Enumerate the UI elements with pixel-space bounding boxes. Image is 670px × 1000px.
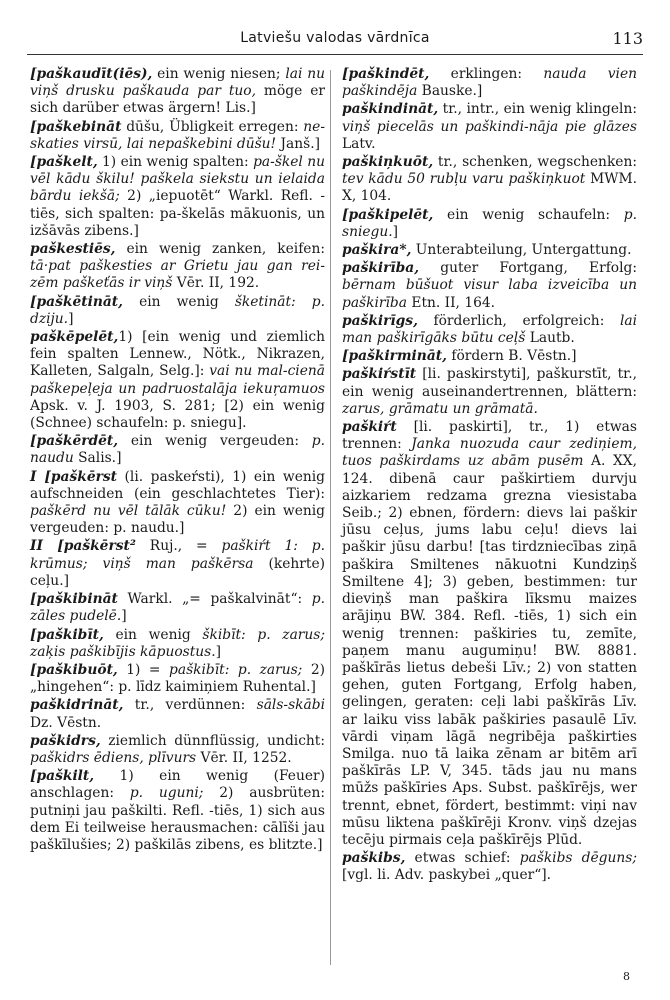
entry-example: sāls-skābi bbox=[256, 697, 325, 714]
dictionary-entry bbox=[342, 66, 637, 100]
entry-headword: paškibs, bbox=[342, 850, 406, 867]
entry-gloss: ein wenig bbox=[122, 293, 235, 310]
entry-source: Latv. bbox=[342, 135, 376, 152]
entry-gloss: 1) [ein wenig und ziemlich fein spalten Lennew., Nötk., Nikrazen, Kalleten, Salgaln, Selg.]: bbox=[30, 329, 325, 380]
signature-mark: 8 bbox=[623, 970, 630, 983]
dictionary-entry bbox=[30, 662, 325, 696]
entry-headword: paškindināt, bbox=[342, 101, 439, 118]
dictionary-entry bbox=[30, 294, 325, 328]
entry-gloss: etwas schief: bbox=[405, 850, 520, 867]
entry-gloss: ein wenig niesen; bbox=[152, 66, 286, 82]
dictionary-entry bbox=[30, 241, 325, 293]
dictionary-entry bbox=[342, 366, 637, 418]
dictionary-entry bbox=[342, 154, 637, 206]
entry-example: lai man paškirīgāks būtu ceļš bbox=[342, 312, 637, 347]
entry-headword: [paškibināt bbox=[30, 591, 118, 608]
column-divider bbox=[330, 70, 331, 965]
entry-gloss: 1) = bbox=[117, 661, 170, 678]
entry-source: 2) ein wenig vergeuden: p. naudu.] bbox=[30, 503, 325, 537]
entry-headword: [paškelt, bbox=[30, 154, 98, 171]
entry-gloss: förderlich, erfolgreich: bbox=[417, 312, 620, 329]
entry-example: paškidrs ēdiens, plīvurs bbox=[30, 749, 197, 766]
entry-headword: [paškindēt, bbox=[342, 66, 430, 82]
entry-headword: paškirība, bbox=[342, 260, 420, 277]
entry-gloss: Unterabteilung, Untergattung. bbox=[411, 242, 632, 259]
entry-headword: [paškebināt bbox=[30, 118, 122, 135]
entry-gloss: tr., schenken, wegschenken: bbox=[433, 154, 637, 171]
dictionary-entry bbox=[30, 66, 325, 118]
entry-headword: [paškibīt, bbox=[30, 626, 104, 643]
entry-headword: [paškētināt, bbox=[30, 293, 123, 310]
entry-gloss: Ruj., = bbox=[135, 538, 222, 555]
entry-example: paškiŕt 1: p. krūmus; viņš man paškērsa bbox=[30, 538, 325, 572]
entry-headword: paškidrs, bbox=[30, 732, 101, 749]
right-column bbox=[342, 66, 637, 886]
entry-headword: paškēpelēt, bbox=[30, 329, 119, 346]
entry-gloss: 1) ein wenig spalten: bbox=[97, 154, 254, 171]
entry-example: vai nu mal-cienā paškepeļeja un padruostalāja iekuŗamuos bbox=[30, 363, 325, 397]
entry-gloss: ziemlich dünnflüssig, undicht: bbox=[100, 732, 325, 749]
entry-example: šketināt: p. dziju. bbox=[30, 293, 325, 327]
entry-source: möge er sich darüber etwas ärgern! Lis.] bbox=[30, 83, 325, 117]
entry-example: p. sniegu. bbox=[342, 206, 637, 240]
entry-gloss: ein wenig vergeuden: bbox=[118, 433, 312, 450]
entry-headword: paškiņkuōt, bbox=[342, 154, 434, 171]
dictionary-entry bbox=[30, 733, 325, 767]
entry-headword: paškiŕt bbox=[342, 419, 397, 436]
entry-source: 2) „hingehen“: p. līdz kaimiņiem Ruhental.] bbox=[30, 661, 325, 696]
entry-headword: [paškibuōt, bbox=[30, 661, 118, 678]
dictionary-entry bbox=[342, 260, 637, 312]
entry-headword: paškirīgs, bbox=[342, 312, 418, 329]
entry-source: MWM. X, 104. bbox=[342, 171, 637, 205]
entry-headword: [paškaudīt(iēs), bbox=[30, 66, 153, 82]
entry-gloss: fördern B. Vēstn.] bbox=[446, 348, 577, 365]
entry-gloss: [li. paskirstyti], paškurstīt, tr., ein wenig auseinandertrennen, blättern: bbox=[342, 366, 637, 400]
left-column bbox=[30, 66, 325, 855]
entry-headword: paškira*, bbox=[342, 242, 412, 259]
entry-example: tev kādu 50 rubļu varu paškiņkuot bbox=[342, 171, 586, 188]
entry-headword: [paškipelēt, bbox=[342, 206, 434, 223]
dictionary-entry bbox=[30, 768, 325, 854]
dictionary-entry bbox=[30, 591, 325, 625]
entry-source: ] bbox=[121, 608, 127, 625]
entry-example: paškērd nu vēl tālāk cūku! bbox=[30, 503, 227, 520]
entry-source: ] bbox=[392, 223, 399, 240]
entry-headword: [paškērdēt, bbox=[30, 433, 119, 450]
entry-example: zarus, grāmatu un grāmatā. bbox=[342, 400, 538, 417]
entry-example: bērnam būšuot visur laba izveicība un paškirība bbox=[342, 277, 637, 311]
dictionary-entry bbox=[30, 627, 325, 661]
entry-source: Lautb. bbox=[525, 330, 575, 347]
entry-gloss: dūšu, Übligkeit erregen: bbox=[121, 118, 304, 135]
entry-example: tā·pat paškesties ar Grietu jau gan rei-zēm paškeťās ir viņš bbox=[30, 258, 325, 292]
entry-gloss: ein wenig zanken, keifen: bbox=[115, 241, 325, 258]
entry-gloss: Warkl. „= paškalvināt“: bbox=[117, 591, 312, 608]
entry-source: ] bbox=[68, 310, 74, 327]
entry-example: p. zāles pudelē. bbox=[30, 591, 325, 625]
dictionary-entry bbox=[30, 329, 325, 432]
entry-source: Apsk. v. J. 1903, S. 281; [2) ein wenig (Schnee) schaufeln: p. sniegu]. bbox=[30, 397, 325, 432]
dictionary-entry bbox=[30, 697, 325, 731]
entry-source: 2) „iepuotēt“ Warkl. Refl. -tiēs, sich spalten: pa-škelās mākuonis, un izšāvās zibens.] bbox=[30, 188, 325, 239]
entry-source: Etn. II, 164. bbox=[406, 294, 496, 311]
entry-source: A. XX, 124. dibenā caur paškirtiem durvju aizkariem redzama grezna viesistaba Seib.; 2) ebnen, fördern: dievs lai paškir jūsu ceļus, jums labu ceļu! dievs lai paškir jūsu darbu! [tas tirdzniecības ziņā paškira Smiltenes nākuotni Kundziņš Smiltene 4]; 3) geben, bestimmen: tur dieviņš man paškira līksmu maizes arājiņu BW. 384. Refl. -tiēs, 1) sich ein wenig trennen: paškiries tu, zemīte, paņem manu augumiņu! BW. 8881. paškīrās lietus debeši Līv.; 2) von statten gehen, guten Fortgang, Erfolg haben, gelingen, geraten: ceļi labi paškīrās Līv. ar laiku viss labāk paškiries pasaulē Līv. vārdi viņam lāgā negribēja paškirties Smilga. nuo tā laika zēnam ar bitēm arī paškīrās LP. V, 345. tāds jau nu mans mūžs paškīries Aps. Subst. paškīrējs, wer trennt, ebnet, fördert, bestimmt: viņi nav mūsu liktena paškīrēji Kronv. viņš dzejas tecēju pirmais ceļa paškīrējs Plūd. bbox=[342, 453, 637, 848]
entry-gloss: erklingen: bbox=[429, 66, 544, 82]
entry-example: paškibs dēguns; bbox=[519, 850, 637, 867]
entry-source: Salis.] bbox=[73, 450, 122, 467]
entry-example: pa-škel nu vēl kādu škilu! paškela siekstu un ielaida bārdu iekšā; bbox=[30, 154, 325, 205]
entry-source: Bauske.] bbox=[417, 83, 483, 100]
entry-source: ] bbox=[215, 643, 222, 660]
entry-source: Janš.] bbox=[276, 135, 320, 152]
dictionary-entry bbox=[30, 469, 325, 538]
dictionary-entry bbox=[30, 154, 325, 240]
entry-gloss: (li. paskeŕsti), 1) ein wenig aufschneiden (ein geschlachtetes Tier): bbox=[30, 468, 325, 502]
entry-gloss: [li. paskirti], tr., 1) etwas trennen: bbox=[342, 419, 637, 453]
page-number: 113 bbox=[612, 29, 643, 48]
dictionary-entry bbox=[342, 850, 637, 884]
dictionary-entry bbox=[30, 538, 325, 590]
entry-headword: paškidrināt, bbox=[30, 697, 124, 714]
page-header bbox=[27, 28, 643, 55]
entry-gloss: tr., verdünnen: bbox=[123, 697, 257, 714]
entry-example: p. uguni; bbox=[129, 785, 204, 802]
dictionary-entry bbox=[342, 419, 637, 849]
entry-headword: paškiŕstīt bbox=[342, 366, 417, 383]
entry-headword: paškestiēs, bbox=[30, 241, 116, 258]
entry-example: viņš piecelās un paškindi-nāja pie glāzes bbox=[342, 118, 637, 135]
entry-source: [vgl. li. Adv. paskybei „quer“]. bbox=[342, 867, 552, 884]
entry-gloss: ein wenig schaufeln: bbox=[433, 206, 624, 223]
dictionary-entry bbox=[30, 119, 325, 153]
entry-example: p. naudu bbox=[30, 433, 325, 467]
dictionary-entry bbox=[342, 207, 637, 241]
entry-example: Janka nuozuda caur zediņiem, tuos paškirdams uz abām pusēm bbox=[342, 436, 637, 470]
entry-headword: II [paškērst² bbox=[30, 538, 136, 555]
entry-gloss: tr., intr., ein wenig klingeln: bbox=[438, 101, 637, 118]
entry-source: (kehrte) ceļu.] bbox=[30, 555, 325, 589]
dictionary-title: Latviešu valodas vārdnīca bbox=[240, 30, 430, 46]
entry-gloss: guter Fortgang, Erfolg: bbox=[419, 260, 637, 277]
entry-example: lai nu viņš drusku paškauda par tuo, bbox=[30, 66, 325, 100]
entry-gloss: ein wenig bbox=[103, 626, 203, 643]
entry-headword: [paškirmināt, bbox=[342, 348, 447, 365]
entry-example: ne-skaties virsū, lai nepaškebini dūšu! bbox=[30, 118, 325, 152]
dictionary-entry bbox=[342, 101, 637, 153]
entry-example: paškibīt: p. zarus; bbox=[169, 661, 303, 678]
dictionary-entry bbox=[342, 242, 637, 259]
entry-example: škibīt: p. zarus; zaķis paškibījis kāpuostus. bbox=[30, 626, 326, 660]
entry-gloss: 1) ein wenig (Feuer) anschlagen: bbox=[30, 768, 325, 802]
entry-source: 2) ausbrüten: putniņi jau paškilti. Refl. -tiēs, 1) sich aus dem Ei teilweise herausmachen: cālīši jau paškīlušies; 2) paškilās zibens, es blitzte.] bbox=[30, 785, 326, 853]
entry-source: Vēr. II, 1252. bbox=[196, 749, 292, 766]
entry-example: nauda vien paškindēja bbox=[342, 66, 638, 100]
entry-headword: I [paškērst bbox=[30, 468, 118, 485]
entry-source: Dz. Vēstn. bbox=[30, 714, 102, 731]
dictionary-entry bbox=[342, 313, 637, 347]
dictionary-entry bbox=[342, 348, 637, 365]
dictionary-entry bbox=[30, 433, 325, 467]
entry-headword: [paškilt, bbox=[30, 768, 95, 785]
entry-source: Vēr. II, 192. bbox=[172, 275, 260, 292]
